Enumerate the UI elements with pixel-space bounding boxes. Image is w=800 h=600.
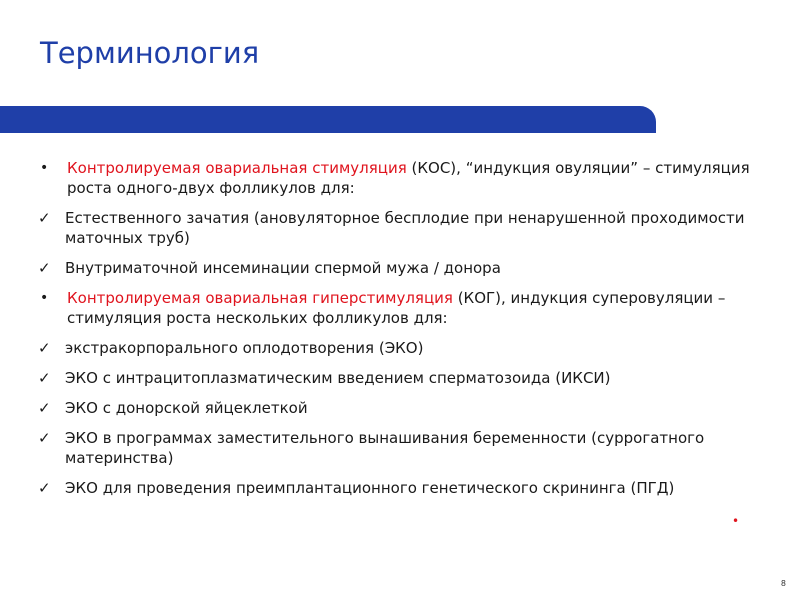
list-item-text: ЭКО в программах заместительного вынашивания беременности (суррогатного материнства)	[65, 429, 705, 467]
checkmark-icon: ✓	[38, 259, 51, 277]
list-item	[38, 428, 768, 468]
list-item	[38, 368, 768, 388]
list-item	[38, 338, 768, 358]
list-item	[38, 158, 768, 198]
list-item	[38, 258, 768, 278]
term-highlight: Контролируемая овариальная гиперстимуляция	[67, 289, 453, 307]
bullet-icon: •	[40, 290, 49, 306]
checkmark-icon: ✓	[38, 369, 51, 387]
checkmark-icon: ✓	[38, 339, 51, 357]
checkmark-icon: ✓	[38, 209, 51, 227]
checkmark-icon: ✓	[38, 399, 51, 417]
checkmark-icon: ✓	[38, 429, 51, 447]
list-item-text: Внутриматочной инсеминации спермой мужа / донора	[65, 259, 501, 277]
list-item-text: Естественного зачатия (ановуляторное бесплодие при ненарушенной проходимости маточных труб)	[65, 209, 745, 247]
list-item	[38, 478, 768, 498]
list-item	[38, 288, 768, 328]
term-list	[38, 158, 768, 508]
title-underline-bar	[0, 106, 656, 133]
list-item-text: ЭКО с интрацитоплазматическим введением сперматозоида (ИКСИ)	[65, 369, 611, 387]
slide-title: Терминология	[40, 36, 260, 70]
page-number: 8	[780, 579, 786, 588]
list-item	[38, 398, 768, 418]
list-item-text: экстракорпорального оплодотворения (ЭКО)	[65, 339, 424, 357]
list-item-text: ЭКО с донорской яйцеклеткой	[65, 399, 308, 417]
checkmark-icon: ✓	[38, 479, 51, 497]
list-item-text: (КОГ), индукция суперовуляции – стимуляция роста нескольких фолликулов для:	[67, 289, 726, 327]
list-item-text: ЭКО для проведения преимплантационного генетического скрининга (ПГД)	[65, 479, 675, 497]
end-bullet-icon: •	[732, 514, 740, 528]
list-item	[38, 208, 768, 248]
term-highlight: Контролируемая овариальная стимуляция	[67, 159, 407, 177]
list-item-text: (КОС), “индукция овуляции” – стимуляция роста одного-двух фолликулов для:	[67, 159, 750, 197]
bullet-icon: •	[40, 160, 49, 176]
